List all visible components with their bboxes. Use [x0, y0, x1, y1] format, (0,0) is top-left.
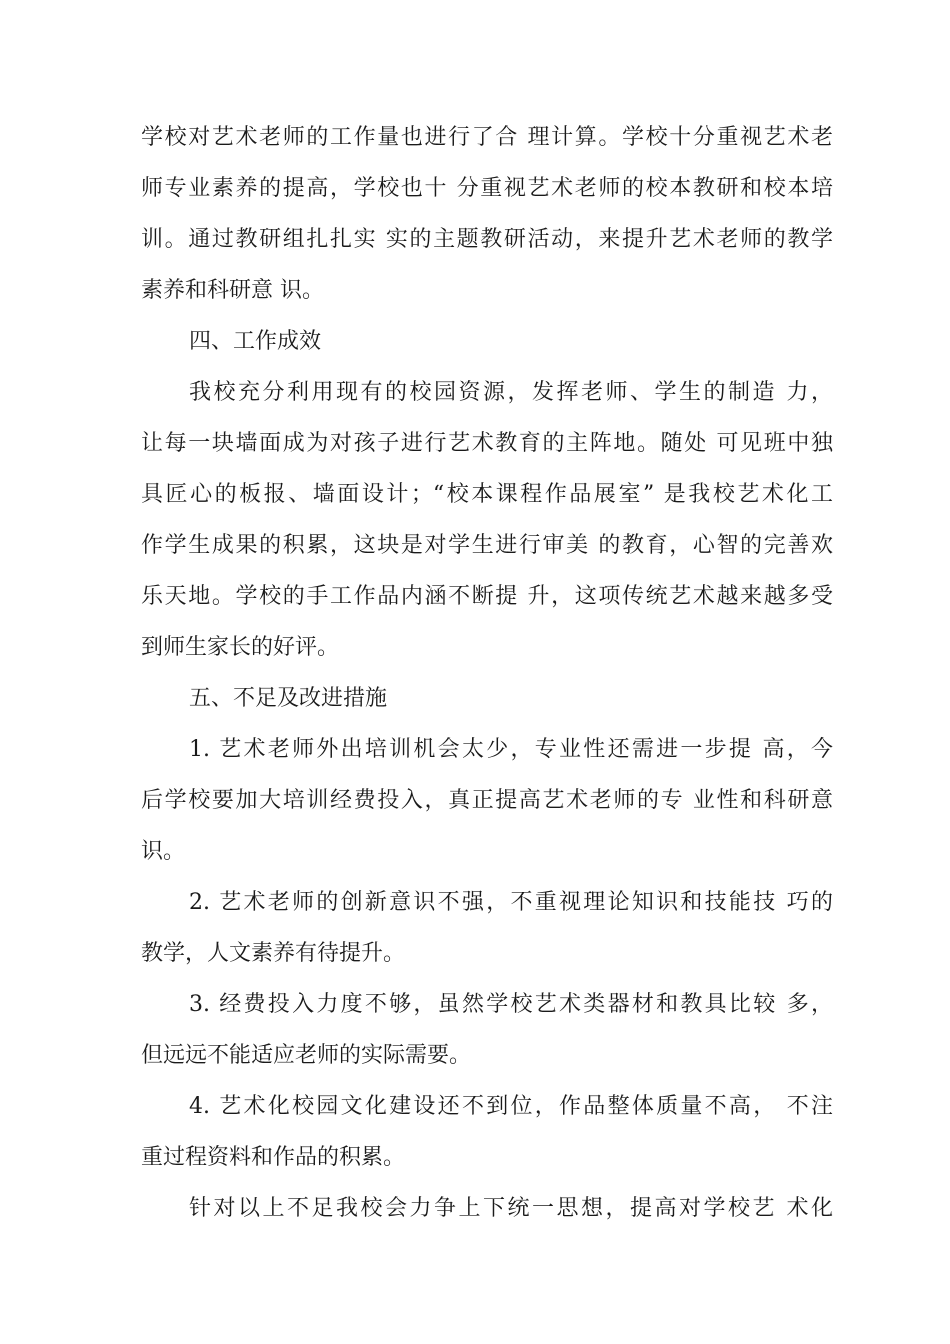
body-line: 让每一块墙面成为对孩子进行艺术教育的主阵地。随处 可见班中独	[141, 431, 833, 456]
body-line: 到师生家长的好评。	[141, 635, 340, 660]
body-line: 学校对艺术老师的工作量也进行了合 理计算。学校十分重视艺术老	[141, 125, 833, 150]
body-line: 乐天地。学校的手工作品内涵不断提 升，这项传统艺术越来越多受	[141, 584, 833, 609]
body-line: 作学生成果的积累，这块是对学生进行审美 的教育，心智的完善欢	[141, 533, 833, 558]
body-line: 具匠心的板报、墙面设计；“校本课程作品展室” 是我校艺术化工	[141, 482, 833, 507]
list-item-1-line: 1. 艺术老师外出培训机会太少，专业性还需进一步提 高，今	[189, 737, 833, 762]
section-heading-work-results: 四、工作成效	[189, 329, 322, 354]
body-line: 针对以上不足我校会力争上下统一思想，提高对学校艺 术化	[189, 1196, 833, 1221]
document-body	[141, 112, 833, 1234]
section-heading-shortcomings: 五、不足及改进措施	[189, 686, 388, 711]
list-item-1-line: 识。	[141, 839, 186, 864]
list-item-3-line: 3. 经费投入力度不够，虽然学校艺术类器材和教具比较 多，	[189, 992, 833, 1017]
body-line: 素养和科研意 识。	[141, 278, 324, 303]
body-line: 我校充分利用现有的校园资源，发挥老师、学生的制造 力，	[189, 380, 833, 405]
list-item-4-line: 4. 艺术化校园文化建设还不到位，作品整体质量不高， 不注	[189, 1094, 833, 1119]
list-item-2-line: 教学，人文素养有待提升。	[141, 941, 406, 966]
body-line: 训。通过教研组扎扎实 实的主题教研活动，来提升艺术老师的教学	[141, 227, 833, 252]
list-item-2-line: 2. 艺术老师的创新意识不强，不重视理论知识和技能技 巧的	[189, 890, 833, 915]
list-item-3-line: 但远远不能适应老师的实际需要。	[141, 1043, 472, 1068]
list-item-1-line: 后学校要加大培训经费投入，真正提高艺术老师的专 业性和科研意	[141, 788, 833, 813]
body-line: 师专业素养的提高，学校也十 分重视艺术老师的校本教研和校本培	[141, 176, 833, 201]
list-item-4-line: 重过程资料和作品的积累。	[141, 1145, 406, 1170]
